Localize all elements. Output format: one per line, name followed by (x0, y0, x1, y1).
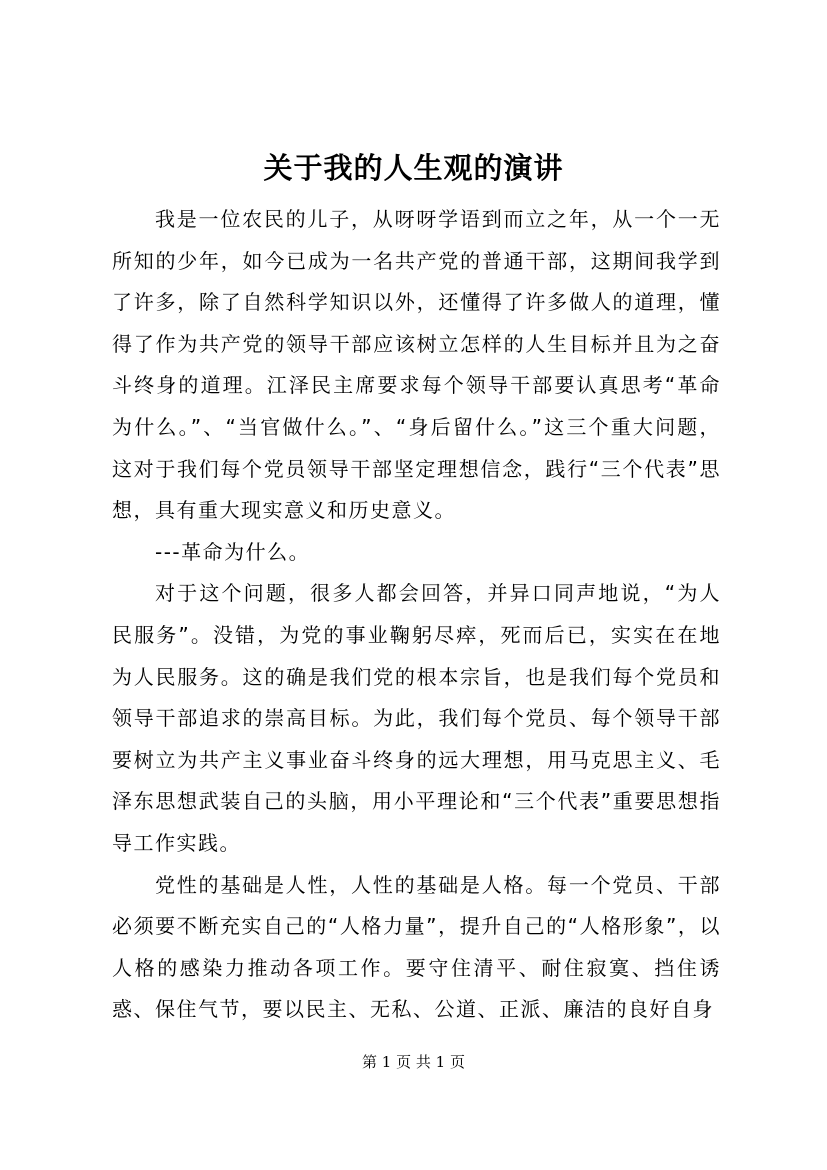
paragraph-personality: 党性的基础是人性，人性的基础是人格。每一个党员、干部必须要不断充实自己的“人格力量”，提升自己的“人格形象”，以人格的感染力推动各项工作。要守住清平、耐住寂寞、挡住诱惑、保住气节，要以民主、无私、公道、正派、廉洁的良好自身 (112, 872, 721, 1022)
paragraph-serve-people: 对于这个问题，很多人都会回答，并异口同声地说，“为人民服务”。没错，为党的事业鞠躬尽瘁，死而后已，实实在在地为人民服务。这的确是我们党的根本宗旨，也是我们每个党员和领导干部追求的崇高目标。为此，我们每个党员、每个领导干部要树立为共产主义事业奋斗终身的远大理想，用马克思主义、毛泽东思想武装自己的头脑，用小平理论和“三个代表”重要思想指导工作实践。 (112, 581, 721, 855)
document-title: 关于我的人生观的演讲 (263, 151, 564, 185)
paragraph-intro: 我是一位农民的儿子，从呀呀学语到而立之年，从一个一无所知的少年，如今已成为一名共产党的普通干部，这期间我学到了许多，除了自然科学知识以外，还懂得了许多做人的道理，懂得了作为共产党的领导干部应该树立怎样的人生目标并且为之奋斗终身的道理。江泽民主席要求每个领导干部要认真思考“革命为什么。”、“当官做什么。”、“身后留什么。”这三个重大问题，这对于我们每个党员领导干部坚定理想信念，践行“三个代表”思想，具有重大现实意义和历史意义。 (112, 207, 721, 523)
paragraph-section-heading: ---革命为什么。 (155, 539, 311, 564)
page-number-footer: 第 1 页 共 1 页 (362, 1053, 465, 1071)
document-body (112, 199, 721, 1031)
